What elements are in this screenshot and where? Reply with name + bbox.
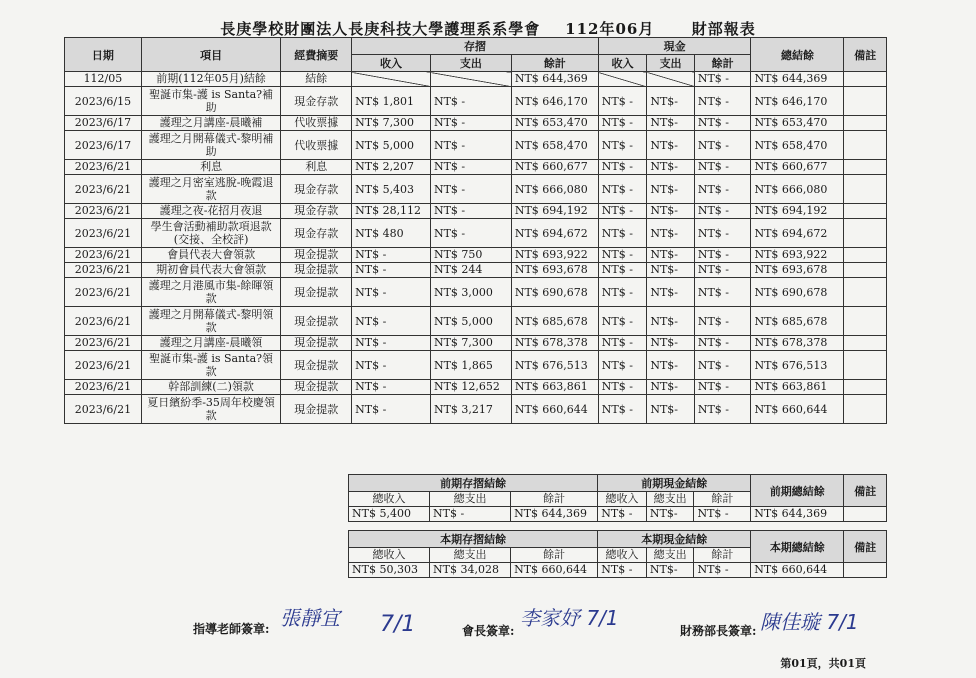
president-signature: 李家妤 7/1 bbox=[520, 606, 619, 630]
cell-d-out: NT$ 3,217 bbox=[430, 395, 511, 424]
prev-deposit-expense: NT$ - bbox=[430, 507, 511, 522]
header-summary: 經費摘要 bbox=[281, 38, 352, 72]
previous-summary-table bbox=[348, 474, 887, 578]
cell-item: 利息 bbox=[141, 160, 281, 175]
cell-d-out bbox=[430, 72, 511, 87]
cell-summary: 現金提款 bbox=[281, 380, 352, 395]
cell-c-out: NT$- bbox=[647, 380, 695, 395]
cell-note bbox=[844, 278, 887, 307]
advisor-signature-date: 7/1 bbox=[380, 612, 416, 637]
prev-cash-title: 前期現金結餘 bbox=[598, 475, 751, 492]
cell-date: 2023/6/21 bbox=[65, 380, 142, 395]
cell-summary: 現金提款 bbox=[281, 278, 352, 307]
report-title: 長庚學校財團法人長庚科技大學護理系系學會 112年06月 財部報表 bbox=[220, 20, 756, 38]
curr-cash-income: NT$ - bbox=[598, 563, 647, 578]
cell-total: NT$ 646,170 bbox=[751, 87, 844, 116]
cell-c-bal: NT$ - bbox=[694, 263, 751, 278]
cell-date: 2023/6/21 bbox=[65, 160, 142, 175]
cell-total: NT$ 660,644 bbox=[751, 395, 844, 424]
cell-note bbox=[844, 72, 887, 87]
cell-summary: 現金提款 bbox=[281, 248, 352, 263]
cell-item: 聖誕市集-護 is Santa?領款 bbox=[141, 351, 281, 380]
cell-total: NT$ 678,378 bbox=[751, 336, 844, 351]
cell-c-in: NT$ - bbox=[598, 87, 647, 116]
cell-d-in: NT$ 28,112 bbox=[352, 204, 431, 219]
cell-total: NT$ 658,470 bbox=[751, 131, 844, 160]
curr-deposit-income: NT$ 50,303 bbox=[349, 563, 430, 578]
cell-c-out bbox=[647, 72, 695, 87]
cell-total: NT$ 644,369 bbox=[751, 72, 844, 87]
cell-d-bal: NT$ 660,677 bbox=[511, 160, 598, 175]
cell-d-in: NT$ - bbox=[352, 307, 431, 336]
curr-total-title: 本期總結餘 bbox=[751, 531, 844, 563]
president-signature-label: 會長簽章: bbox=[462, 624, 515, 638]
cell-date: 2023/6/21 bbox=[65, 248, 142, 263]
cell-c-in: NT$ - bbox=[598, 380, 647, 395]
curr-h-out: 總支出 bbox=[430, 548, 511, 563]
cell-summary: 現金存款 bbox=[281, 204, 352, 219]
cell-c-in: NT$ - bbox=[598, 219, 647, 248]
cell-d-out: NT$ 5,000 bbox=[430, 307, 511, 336]
ledger-row bbox=[65, 278, 887, 307]
cell-c-in: NT$ - bbox=[598, 351, 647, 380]
cell-summary: 現金存款 bbox=[281, 175, 352, 204]
ledger-row bbox=[65, 87, 887, 116]
cell-c-out: NT$- bbox=[647, 87, 695, 116]
cell-item: 護理之月港風市集-餘暉領款 bbox=[141, 278, 281, 307]
cell-d-in: NT$ - bbox=[352, 395, 431, 424]
cell-c-in: NT$ - bbox=[598, 116, 647, 131]
cell-d-in: NT$ - bbox=[352, 336, 431, 351]
header-cash-balance: 餘計 bbox=[694, 55, 751, 72]
ledger-row bbox=[65, 116, 887, 131]
header-deposit: 存摺 bbox=[352, 38, 599, 55]
cell-d-in: NT$ - bbox=[352, 351, 431, 380]
cell-note bbox=[844, 116, 887, 131]
cell-d-bal: NT$ 685,678 bbox=[511, 307, 598, 336]
cell-d-bal: NT$ 693,678 bbox=[511, 263, 598, 278]
cell-item: 護理之夜-花招月夜退 bbox=[141, 204, 281, 219]
cell-c-out: NT$- bbox=[647, 351, 695, 380]
cell-c-in: NT$ - bbox=[598, 131, 647, 160]
cell-total: NT$ 693,922 bbox=[751, 248, 844, 263]
cell-date: 2023/6/17 bbox=[65, 131, 142, 160]
cell-c-out: NT$- bbox=[647, 219, 695, 248]
cell-summary: 現金提款 bbox=[281, 336, 352, 351]
curr-note-title: 備註 bbox=[844, 531, 887, 563]
cell-date: 2023/6/21 bbox=[65, 307, 142, 336]
cell-summary: 代收票據 bbox=[281, 131, 352, 160]
cell-item: 護理之月講座-晨曦領 bbox=[141, 336, 281, 351]
cell-d-in: NT$ 5,000 bbox=[352, 131, 431, 160]
cell-c-in: NT$ - bbox=[598, 160, 647, 175]
cell-c-out: NT$- bbox=[647, 131, 695, 160]
cell-d-out: NT$ 3,000 bbox=[430, 278, 511, 307]
ledger-row bbox=[65, 72, 887, 87]
cell-d-out: NT$ 244 bbox=[430, 263, 511, 278]
curr-cash-expense: NT$- bbox=[646, 563, 694, 578]
ledger-row bbox=[65, 248, 887, 263]
cell-total: NT$ 653,470 bbox=[751, 116, 844, 131]
cell-date: 2023/6/21 bbox=[65, 263, 142, 278]
ledger-row bbox=[65, 380, 887, 395]
cell-d-in: NT$ - bbox=[352, 248, 431, 263]
curr-h-cin: 總收入 bbox=[598, 548, 647, 563]
header-cash-income: 收入 bbox=[598, 55, 647, 72]
curr-total: NT$ 660,644 bbox=[751, 563, 844, 578]
cell-d-in: NT$ 2,207 bbox=[352, 160, 431, 175]
cell-total: NT$ 690,678 bbox=[751, 278, 844, 307]
cell-c-out: NT$- bbox=[647, 395, 695, 424]
prev-cash-income: NT$ - bbox=[598, 507, 647, 522]
cell-c-out: NT$- bbox=[647, 336, 695, 351]
cell-item: 護理之月開幕儀式-黎明補助 bbox=[141, 131, 281, 160]
cell-c-in: NT$ - bbox=[598, 204, 647, 219]
cell-summary: 代收票據 bbox=[281, 116, 352, 131]
cell-c-in: NT$ - bbox=[598, 336, 647, 351]
curr-h-cbal: 餘計 bbox=[694, 548, 751, 563]
cell-note bbox=[844, 263, 887, 278]
cell-c-bal: NT$ - bbox=[694, 278, 751, 307]
cell-item: 護理之月密室逃脫-晚霞退款 bbox=[141, 175, 281, 204]
cell-d-out: NT$ - bbox=[430, 116, 511, 131]
cell-c-bal: NT$ - bbox=[694, 175, 751, 204]
cell-d-bal: NT$ 663,861 bbox=[511, 380, 598, 395]
cell-c-bal: NT$ - bbox=[694, 351, 751, 380]
prev-total-title: 前期總結餘 bbox=[751, 475, 844, 507]
cell-c-in: NT$ - bbox=[598, 278, 647, 307]
cell-d-bal: NT$ 644,369 bbox=[511, 72, 598, 87]
curr-h-in: 總收入 bbox=[349, 548, 430, 563]
ledger-row bbox=[65, 307, 887, 336]
spacer bbox=[349, 522, 887, 531]
cell-note bbox=[844, 160, 887, 175]
cell-note bbox=[844, 219, 887, 248]
ledger-row bbox=[65, 263, 887, 278]
cell-c-out: NT$- bbox=[647, 278, 695, 307]
page-number: 第01頁，共01頁 bbox=[780, 657, 866, 670]
cell-d-in: NT$ - bbox=[352, 278, 431, 307]
cell-date: 2023/6/15 bbox=[65, 87, 142, 116]
cell-d-out: NT$ 1,865 bbox=[430, 351, 511, 380]
cell-d-out: NT$ 750 bbox=[430, 248, 511, 263]
curr-h-cout: 總支出 bbox=[646, 548, 694, 563]
ledger-row bbox=[65, 131, 887, 160]
cell-c-in: NT$ - bbox=[598, 395, 647, 424]
cell-d-out: NT$ - bbox=[430, 131, 511, 160]
cell-c-in: NT$ - bbox=[598, 248, 647, 263]
cell-c-in: NT$ - bbox=[598, 175, 647, 204]
cell-d-out: NT$ - bbox=[430, 175, 511, 204]
cell-c-bal: NT$ - bbox=[694, 380, 751, 395]
cell-item: 聖誕市集-護 is Santa?補助 bbox=[141, 87, 281, 116]
header-cash: 現金 bbox=[598, 38, 751, 55]
cell-d-out: NT$ - bbox=[430, 160, 511, 175]
prev-deposit-income: NT$ 5,400 bbox=[349, 507, 430, 522]
prev-h-bal: 餘計 bbox=[511, 492, 598, 507]
cell-item: 護理之月講座-晨曦補 bbox=[141, 116, 281, 131]
cell-d-bal: NT$ 658,470 bbox=[511, 131, 598, 160]
cell-date: 2023/6/21 bbox=[65, 175, 142, 204]
cell-item: 會員代表大會領款 bbox=[141, 248, 281, 263]
curr-h-bal: 餘計 bbox=[511, 548, 598, 563]
cell-d-in: NT$ 480 bbox=[352, 219, 431, 248]
cell-date: 112/05 bbox=[65, 72, 142, 87]
cell-date: 2023/6/21 bbox=[65, 219, 142, 248]
prev-total: NT$ 644,369 bbox=[751, 507, 844, 522]
cell-summary: 現金提款 bbox=[281, 307, 352, 336]
curr-note bbox=[844, 563, 887, 578]
cell-item: 幹部訓練(二)領款 bbox=[141, 380, 281, 395]
cell-summary: 現金提款 bbox=[281, 351, 352, 380]
prev-note-title: 備註 bbox=[844, 475, 887, 507]
cell-c-bal: NT$ - bbox=[694, 204, 751, 219]
cell-d-in bbox=[352, 72, 431, 87]
ledger-row bbox=[65, 336, 887, 351]
cell-d-bal: NT$ 676,513 bbox=[511, 351, 598, 380]
curr-cash-title: 本期現金結餘 bbox=[598, 531, 751, 548]
prev-h-out: 總支出 bbox=[430, 492, 511, 507]
cell-summary: 利息 bbox=[281, 160, 352, 175]
prev-cash-balance: NT$ - bbox=[694, 507, 751, 522]
ledger-row bbox=[65, 351, 887, 380]
cell-d-bal: NT$ 694,192 bbox=[511, 204, 598, 219]
prev-deposit-title: 前期存摺結餘 bbox=[349, 475, 598, 492]
cell-note bbox=[844, 204, 887, 219]
cell-total: NT$ 663,861 bbox=[751, 380, 844, 395]
cell-c-bal: NT$ - bbox=[694, 395, 751, 424]
cell-note bbox=[844, 307, 887, 336]
ledger-body bbox=[65, 72, 887, 424]
cell-total: NT$ 676,513 bbox=[751, 351, 844, 380]
cell-total: NT$ 694,672 bbox=[751, 219, 844, 248]
cell-summary: 現金提款 bbox=[281, 263, 352, 278]
header-item: 項目 bbox=[141, 38, 281, 72]
header-cash-expense: 支出 bbox=[647, 55, 695, 72]
curr-cash-balance: NT$ - bbox=[694, 563, 751, 578]
prev-h-cout: 總支出 bbox=[646, 492, 694, 507]
cell-d-bal: NT$ 678,378 bbox=[511, 336, 598, 351]
finance-signature: 陳佳璇 7/1 bbox=[760, 610, 859, 634]
cell-d-out: NT$ - bbox=[430, 87, 511, 116]
cell-note bbox=[844, 380, 887, 395]
cell-date: 2023/6/21 bbox=[65, 278, 142, 307]
cell-d-bal: NT$ 666,080 bbox=[511, 175, 598, 204]
cell-date: 2023/6/21 bbox=[65, 351, 142, 380]
cell-c-bal: NT$ - bbox=[694, 131, 751, 160]
prev-note bbox=[844, 507, 887, 522]
header-deposit-expense: 支出 bbox=[430, 55, 511, 72]
prev-deposit-balance: NT$ 644,369 bbox=[511, 507, 598, 522]
cell-summary: 現金存款 bbox=[281, 87, 352, 116]
cell-c-bal: NT$ - bbox=[694, 72, 751, 87]
cell-d-bal: NT$ 646,170 bbox=[511, 87, 598, 116]
cell-total: NT$ 666,080 bbox=[751, 175, 844, 204]
cell-date: 2023/6/17 bbox=[65, 116, 142, 131]
cell-d-out: NT$ 12,652 bbox=[430, 380, 511, 395]
cell-c-bal: NT$ - bbox=[694, 116, 751, 131]
cell-d-in: NT$ 5,403 bbox=[352, 175, 431, 204]
cell-d-bal: NT$ 693,922 bbox=[511, 248, 598, 263]
ledger-row bbox=[65, 219, 887, 248]
cell-c-bal: NT$ - bbox=[694, 219, 751, 248]
cell-c-bal: NT$ - bbox=[694, 160, 751, 175]
cell-d-in: NT$ - bbox=[352, 263, 431, 278]
header-note: 備註 bbox=[844, 38, 887, 72]
cell-d-bal: NT$ 694,672 bbox=[511, 219, 598, 248]
header-deposit-income: 收入 bbox=[352, 55, 431, 72]
advisor-signature-label: 指導老師簽章: bbox=[193, 622, 270, 636]
header-deposit-balance: 餘計 bbox=[511, 55, 598, 72]
cell-date: 2023/6/21 bbox=[65, 204, 142, 219]
ledger-row bbox=[65, 175, 887, 204]
prev-h-cin: 總收入 bbox=[598, 492, 647, 507]
cell-c-bal: NT$ - bbox=[694, 87, 751, 116]
cell-d-out: NT$ - bbox=[430, 219, 511, 248]
cell-total: NT$ 693,678 bbox=[751, 263, 844, 278]
cell-item: 期初會員代表大會領款 bbox=[141, 263, 281, 278]
cell-d-in: NT$ 7,300 bbox=[352, 116, 431, 131]
cell-c-out: NT$- bbox=[647, 263, 695, 278]
cell-summary: 現金存款 bbox=[281, 219, 352, 248]
cell-summary: 結餘 bbox=[281, 72, 352, 87]
cell-note bbox=[844, 87, 887, 116]
cell-note bbox=[844, 336, 887, 351]
cell-c-out: NT$- bbox=[647, 307, 695, 336]
curr-deposit-balance: NT$ 660,644 bbox=[511, 563, 598, 578]
finance-signature-label: 財務部長簽章: bbox=[680, 624, 757, 638]
advisor-signature: 張靜宜 bbox=[280, 606, 340, 630]
cell-d-bal: NT$ 653,470 bbox=[511, 116, 598, 131]
cell-c-out: NT$- bbox=[647, 248, 695, 263]
cell-item: 護理之月開幕儀式-黎明領款 bbox=[141, 307, 281, 336]
ledger-row bbox=[65, 204, 887, 219]
cell-d-bal: NT$ 690,678 bbox=[511, 278, 598, 307]
cell-c-in: NT$ - bbox=[598, 263, 647, 278]
cell-date: 2023/6/21 bbox=[65, 395, 142, 424]
cell-c-bal: NT$ - bbox=[694, 336, 751, 351]
ledger-row bbox=[65, 395, 887, 424]
ledger-table bbox=[64, 37, 887, 424]
cell-item: 學生會活動補助款項退款 (交接、全校評) bbox=[141, 219, 281, 248]
ledger-row bbox=[65, 160, 887, 175]
cell-c-in bbox=[598, 72, 647, 87]
cell-c-out: NT$- bbox=[647, 175, 695, 204]
cell-note bbox=[844, 351, 887, 380]
cell-d-in: NT$ 1,801 bbox=[352, 87, 431, 116]
cell-c-in: NT$ - bbox=[598, 307, 647, 336]
cell-date: 2023/6/21 bbox=[65, 336, 142, 351]
cell-d-in: NT$ - bbox=[352, 380, 431, 395]
curr-deposit-title: 本期存摺結餘 bbox=[349, 531, 598, 548]
cell-note bbox=[844, 131, 887, 160]
prev-h-cbal: 餘計 bbox=[694, 492, 751, 507]
cell-total: NT$ 685,678 bbox=[751, 307, 844, 336]
cell-c-out: NT$- bbox=[647, 160, 695, 175]
header-date: 日期 bbox=[65, 38, 142, 72]
cell-c-bal: NT$ - bbox=[694, 307, 751, 336]
cell-d-bal: NT$ 660,644 bbox=[511, 395, 598, 424]
cell-total: NT$ 660,677 bbox=[751, 160, 844, 175]
prev-h-in: 總收入 bbox=[349, 492, 430, 507]
cell-c-out: NT$- bbox=[647, 204, 695, 219]
cell-d-out: NT$ 7,300 bbox=[430, 336, 511, 351]
header-total: 總結餘 bbox=[751, 38, 844, 72]
cell-note bbox=[844, 395, 887, 424]
cell-item: 夏日繽紛季-35周年校慶領款 bbox=[141, 395, 281, 424]
cell-note bbox=[844, 248, 887, 263]
cell-total: NT$ 694,192 bbox=[751, 204, 844, 219]
cell-d-out: NT$ - bbox=[430, 204, 511, 219]
prev-cash-expense: NT$- bbox=[646, 507, 694, 522]
curr-deposit-expense: NT$ 34,028 bbox=[430, 563, 511, 578]
cell-c-out: NT$- bbox=[647, 116, 695, 131]
cell-summary: 現金提款 bbox=[281, 395, 352, 424]
cell-c-bal: NT$ - bbox=[694, 248, 751, 263]
cell-item: 前期(112年05月)結餘 bbox=[141, 72, 281, 87]
cell-note bbox=[844, 175, 887, 204]
